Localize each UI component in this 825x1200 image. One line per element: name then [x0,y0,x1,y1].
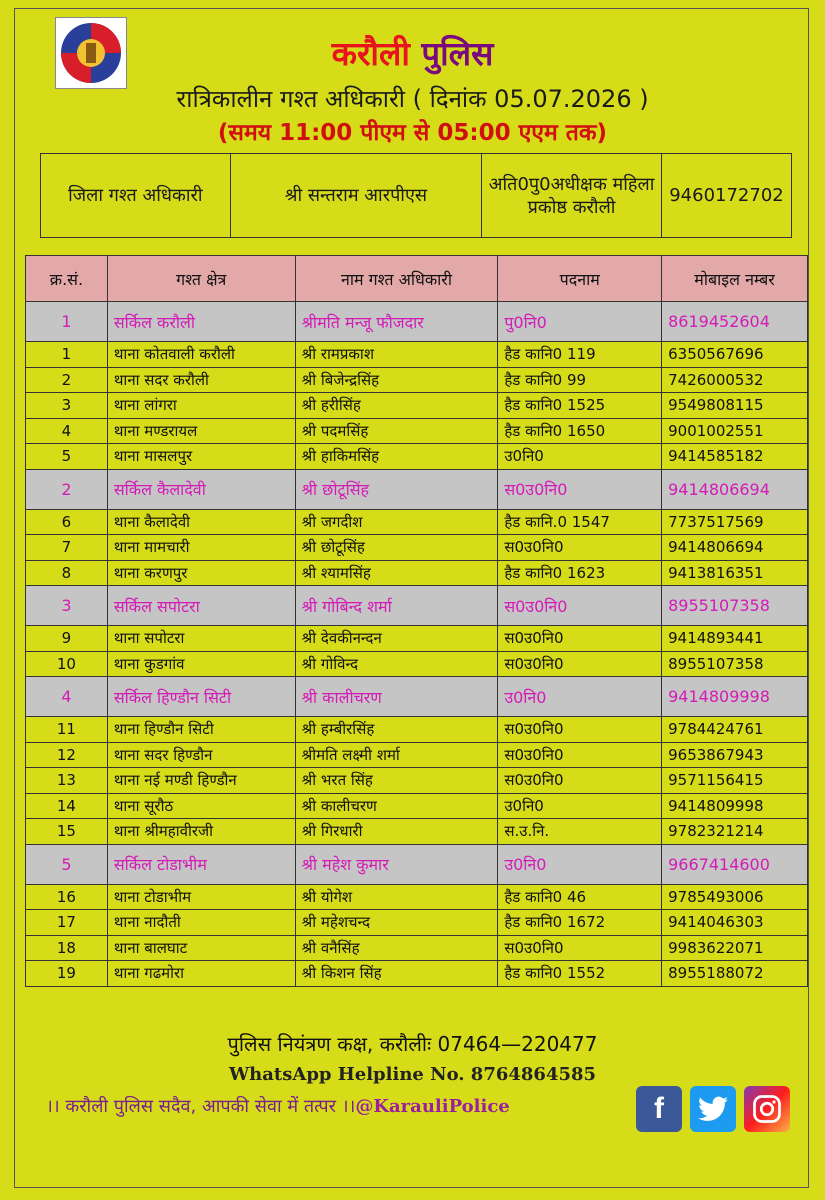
table-row [26,535,808,561]
row-area: थाना नई मण्डी हिण्डौन [107,768,295,794]
header-mobile: मोबाइल नम्बर [662,256,808,302]
row-officer-name: श्री हाकिमसिंह [295,444,498,470]
row-officer-name: श्रीमति मन्जू फौजदार [295,302,498,342]
row-designation: हैड कानि0 99 [498,367,662,393]
row-mobile: 9983622071 [662,935,808,961]
row-area: थाना सूरौठ [107,793,295,819]
motto: ।। करौली पुलिस सदैव, आपकी सेवा में तत्पर ।। [46,1096,356,1117]
row-officer-name: श्री देवकीनन्दन [295,626,498,652]
row-area: थाना श्रीमहावीरजी [107,819,295,845]
row-designation: उ0नि0 [498,844,662,884]
row-serial: 14 [26,793,108,819]
title-police: पुलिस [421,34,494,73]
row-designation: हैड कानि0 119 [498,342,662,368]
row-mobile: 9414809998 [662,677,808,717]
row-officer-name: श्री पदमसिंह [295,418,498,444]
circle-row [26,586,808,626]
district-officer-mobile: 9460172702 [661,154,791,238]
row-serial: 16 [26,884,108,910]
row-serial: 9 [26,626,108,652]
row-serial: 7 [26,535,108,561]
table-row [26,742,808,768]
row-officer-name: श्रीमति लक्ष्मी शर्मा [295,742,498,768]
row-designation: स0उ0नि0 [498,626,662,652]
row-designation: हैड कानि0 1525 [498,393,662,419]
row-designation: उ0नि0 [498,444,662,470]
row-serial: 10 [26,651,108,677]
instagram-icon[interactable] [744,1086,790,1132]
row-area: थाना बालघाट [107,935,295,961]
row-area: थाना टोडाभीम [107,884,295,910]
row-designation: स0उ0नि0 [498,717,662,743]
district-officer-designation: अति0पु0अधीक्षक महिला प्रकोष्ठ करौली [482,154,662,238]
row-mobile: 6350567696 [662,342,808,368]
row-officer-name: श्री गोबिन्द शर्मा [295,586,498,626]
circle-row [26,844,808,884]
table-row [26,367,808,393]
row-area: थाना सपोटरा [107,626,295,652]
row-serial: 4 [26,677,108,717]
table-row [26,560,808,586]
row-officer-name: श्री वनैसिंह [295,935,498,961]
row-designation: हैड कानि0 1650 [498,418,662,444]
row-officer-name: श्री हम्बीरसिंह [295,717,498,743]
circle-row [26,677,808,717]
row-mobile: 7737517569 [662,509,808,535]
row-officer-name: श्री छोटूसिंह [295,469,498,509]
row-mobile: 9413816351 [662,560,808,586]
row-designation: हैड कानि0 1623 [498,560,662,586]
page-subtitle: रात्रिकालीन गश्त अधिकारी ( दिनांक 05.07.2026 ) [176,85,649,113]
row-officer-name: श्री महेशचन्द [295,910,498,936]
row-area: थाना कैलादेवी [107,509,295,535]
row-area: सर्किल सपोटरा [107,586,295,626]
circle-row [26,302,808,342]
row-mobile: 9414809998 [662,793,808,819]
row-mobile: 9785493006 [662,884,808,910]
table-row [26,717,808,743]
row-designation: स0उ0नि0 [498,651,662,677]
row-designation: स0उ0नि0 [498,742,662,768]
row-area: सर्किल करौली [107,302,295,342]
row-area: सर्किल टोडाभीम [107,844,295,884]
table-row [26,819,808,845]
row-mobile: 9653867943 [662,742,808,768]
table-row [26,935,808,961]
row-mobile: 9571156415 [662,768,808,794]
row-officer-name: श्री बिजेन्द्रसिंह [295,367,498,393]
row-mobile: 9784424761 [662,717,808,743]
table-body [26,302,808,987]
row-mobile: 9549808115 [662,393,808,419]
twitter-icon[interactable] [690,1086,736,1132]
row-serial: 2 [26,469,108,509]
row-area: थाना कुडगांव [107,651,295,677]
row-designation: पु0नि0 [498,302,662,342]
row-serial: 8 [26,560,108,586]
row-officer-name: श्री गिरधारी [295,819,498,845]
table-row [26,444,808,470]
row-serial: 3 [26,393,108,419]
district-officer-row [41,154,792,238]
row-area: थाना नादौती [107,910,295,936]
row-designation: स0उ0नि0 [498,935,662,961]
row-mobile: 7426000532 [662,367,808,393]
row-area: सर्किल हिण्डौन सिटी [107,677,295,717]
row-area: थाना लांगरा [107,393,295,419]
whatsapp-helpline: WhatsApp Helpline No. 8764864585 [228,1064,597,1085]
row-serial: 15 [26,819,108,845]
table-row [26,884,808,910]
social-handle[interactable]: @KarauliPolice [355,1096,510,1117]
table-row [26,910,808,936]
row-designation: स0उ0नि0 [498,469,662,509]
table-header-row [26,256,808,302]
row-officer-name: श्री किशन सिंह [295,961,498,987]
row-mobile: 8955188072 [662,961,808,987]
row-designation: उ0नि0 [498,677,662,717]
row-designation: हैड कानि0 1672 [498,910,662,936]
table-row [26,961,808,987]
row-area: थाना सदर करौली [107,367,295,393]
row-mobile: 8955107358 [662,586,808,626]
row-designation: स0उ0नि0 [498,768,662,794]
table-row [26,418,808,444]
row-mobile: 9782321214 [662,819,808,845]
row-serial: 11 [26,717,108,743]
row-mobile: 9001002551 [662,418,808,444]
row-mobile: 8619452604 [662,302,808,342]
facebook-icon[interactable]: f [636,1086,682,1132]
row-designation: स0उ0नि0 [498,535,662,561]
row-mobile: 9414806694 [662,469,808,509]
row-designation: हैड कानि0 1552 [498,961,662,987]
circle-row [26,469,808,509]
row-officer-name: श्री श्यामसिंह [295,560,498,586]
row-designation: स.उ.नि. [498,819,662,845]
page-title [0,34,825,74]
row-serial: 1 [26,342,108,368]
control-room: पुलिस नियंत्रण कक्ष, करौलीः 07464—220477 [227,1032,598,1056]
table-row [26,768,808,794]
row-serial: 13 [26,768,108,794]
header-area: गश्त क्षेत्र [107,256,295,302]
row-mobile: 8955107358 [662,651,808,677]
row-officer-name: श्री जगदीश [295,509,498,535]
row-mobile: 9667414600 [662,844,808,884]
row-designation: स0उ0नि0 [498,586,662,626]
row-area: थाना मासलपुर [107,444,295,470]
row-officer-name: श्री योगेश [295,884,498,910]
patrol-timing: (समय 11:00 पीएम से 05:00 एएम तक) [217,120,608,146]
row-serial: 1 [26,302,108,342]
header-officer-name: नाम गश्त अधिकारी [295,256,498,302]
patrol-table [25,255,808,987]
title-karauli: करौली [331,34,410,73]
row-mobile: 9414893441 [662,626,808,652]
table-row [26,393,808,419]
district-officer-name: श्री सन्तराम आरपीएस [230,154,481,238]
row-officer-name: श्री भरत सिंह [295,768,498,794]
row-area: थाना सदर हिण्डौन [107,742,295,768]
district-officer-table [40,153,792,238]
row-mobile: 9414806694 [662,535,808,561]
row-mobile: 9414046303 [662,910,808,936]
table-row [26,342,808,368]
row-serial: 17 [26,910,108,936]
district-role: जिला गश्त अधिकारी [41,154,231,238]
instagram-camera-icon [752,1094,782,1124]
row-officer-name: श्री रामप्रकाश [295,342,498,368]
row-officer-name: श्री गोविन्द [295,651,498,677]
row-officer-name: श्री हरीसिंह [295,393,498,419]
header-designation: पदनाम [498,256,662,302]
row-serial: 5 [26,844,108,884]
row-area: थाना करणपुर [107,560,295,586]
twitter-bird-icon [698,1096,728,1122]
row-serial: 4 [26,418,108,444]
row-designation: हैड कानि.0 1547 [498,509,662,535]
row-serial: 18 [26,935,108,961]
row-officer-name: श्री कालीचरण [295,793,498,819]
row-serial: 3 [26,586,108,626]
row-serial: 19 [26,961,108,987]
row-officer-name: श्री कालीचरण [295,677,498,717]
table-row [26,651,808,677]
row-area: थाना कोतवाली करौली [107,342,295,368]
row-area: थाना गढमोरा [107,961,295,987]
motto-line [46,1094,510,1118]
row-serial: 5 [26,444,108,470]
table-row [26,793,808,819]
row-area: थाना मामचारी [107,535,295,561]
row-area: थाना हिण्डौन सिटी [107,717,295,743]
row-designation: हैड कानि0 46 [498,884,662,910]
row-mobile: 9414585182 [662,444,808,470]
row-serial: 6 [26,509,108,535]
row-area: सर्किल कैलादेवी [107,469,295,509]
row-officer-name: श्री महेश कुमार [295,844,498,884]
table-row [26,626,808,652]
row-designation: उ0नि0 [498,793,662,819]
row-officer-name: श्री छोटूसिंह [295,535,498,561]
row-serial: 2 [26,367,108,393]
table-row [26,509,808,535]
row-area: थाना मण्डरायल [107,418,295,444]
row-serial: 12 [26,742,108,768]
header-serial: क्र.सं. [26,256,108,302]
